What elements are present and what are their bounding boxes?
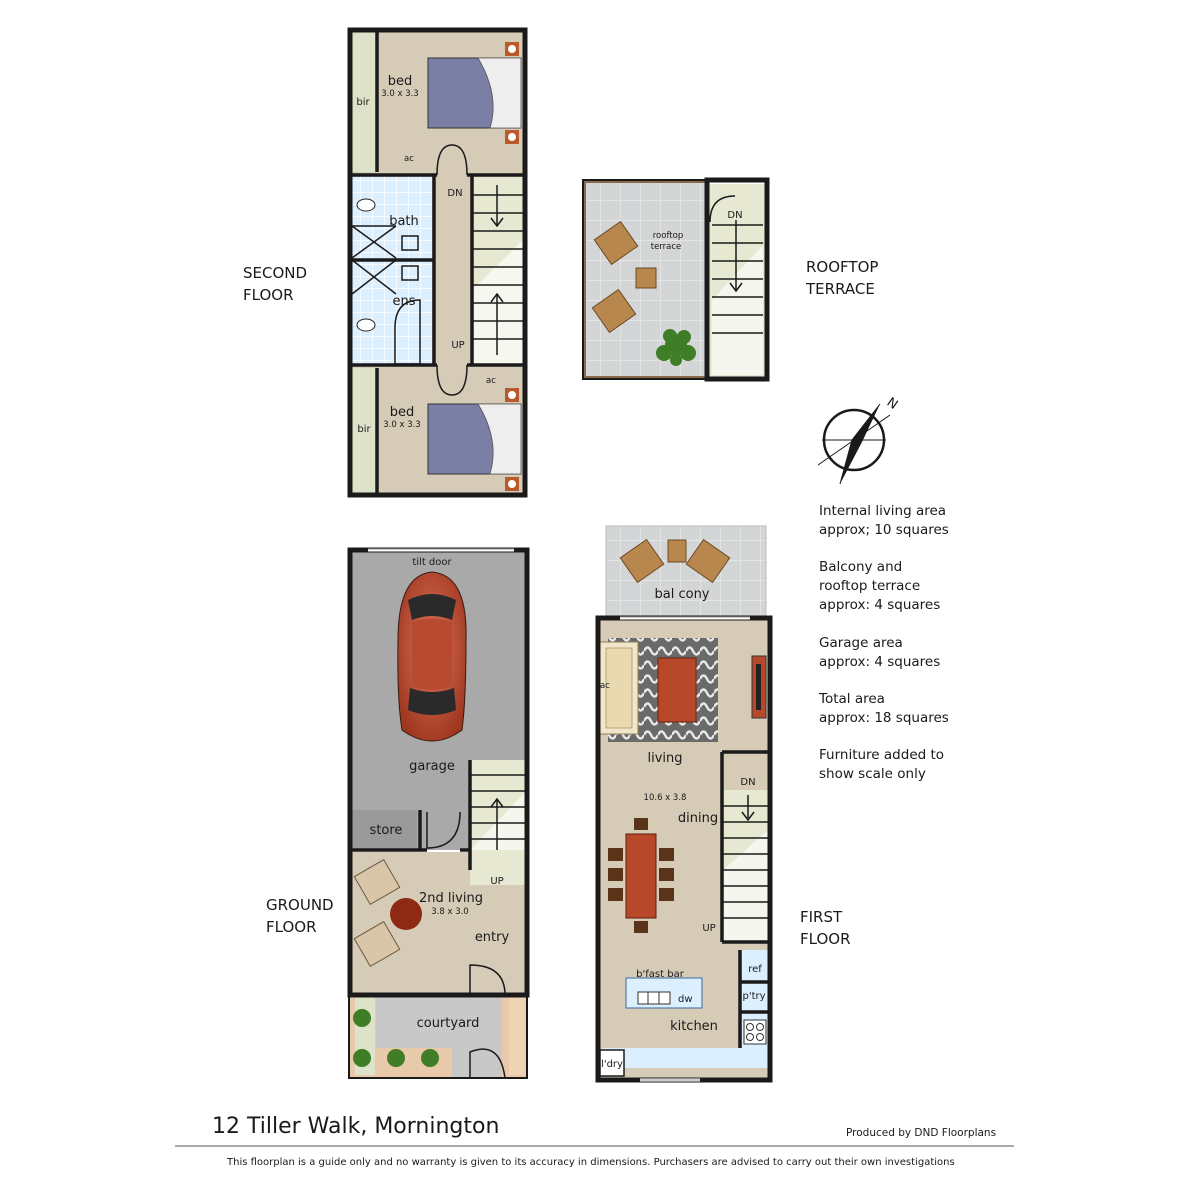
- area-internal-line2: approx; 10 squares: [819, 522, 949, 538]
- area-balcony-line3: approx: 4 squares: [819, 597, 941, 613]
- bir-bottom-label: bir: [357, 424, 371, 435]
- ac-bottom-label: ac: [486, 376, 496, 386]
- compass-north-label: N: [883, 394, 901, 413]
- dw-label: dw: [678, 994, 693, 1005]
- car-furniture: [398, 572, 466, 741]
- area-internal-line1: Internal living area: [819, 503, 947, 519]
- bath-label: bath: [389, 214, 419, 229]
- ac-top-label: ac: [404, 154, 414, 164]
- courtyard-label: courtyard: [416, 1016, 480, 1031]
- ptry-label: p'try: [742, 991, 766, 1002]
- balcony-label: bal cony: [654, 587, 710, 602]
- area-garage-line2: approx: 4 squares: [819, 654, 941, 670]
- living-dimensions: 10.6 x 3.8: [643, 793, 687, 803]
- store-label: store: [369, 823, 403, 838]
- area-balcony-line1: Balcony and: [819, 559, 903, 575]
- bfast-bar-label: b'fast bar: [636, 969, 684, 980]
- second-floor-title-1: SECOND: [243, 264, 308, 282]
- bir-top-label: bir: [356, 97, 370, 108]
- second-living-dimensions: 3.8 x 3.0: [431, 907, 469, 917]
- area-total-line2: approx: 18 squares: [819, 710, 949, 726]
- area-balcony-line2: rooftop terrace: [819, 578, 921, 594]
- ref-label: ref: [748, 964, 762, 975]
- ldry-label: l'dry: [601, 1059, 623, 1070]
- second-floor-plan: [350, 30, 525, 495]
- living-label: living: [647, 751, 683, 766]
- ground-up-label: UP: [490, 876, 504, 887]
- ground-floor-title-2: FLOOR: [266, 918, 317, 936]
- bed-bottom-dimensions: 3.0 x 3.3: [383, 420, 421, 430]
- rooftop-dn-label: DN: [727, 210, 743, 221]
- furniture-note-line2: show scale only: [819, 766, 926, 782]
- area-garage-line1: Garage area: [819, 635, 903, 651]
- kitchen-label: kitchen: [670, 1019, 718, 1034]
- area-total-line1: Total area: [819, 691, 885, 707]
- second-up-label: UP: [451, 340, 465, 351]
- second-living-label: 2nd living: [419, 891, 483, 906]
- first-floor-plan: [598, 526, 770, 1080]
- ens-label: ens: [392, 294, 416, 309]
- second-dn-label: DN: [447, 188, 463, 199]
- compass-rose: [818, 395, 900, 484]
- first-floor-title-1: FIRST: [800, 908, 843, 926]
- ground-floor-plan: [349, 549, 527, 1078]
- rooftop-title-2: TERRACE: [806, 280, 875, 298]
- rooftop-room-label-1: rooftop: [652, 231, 684, 241]
- bed-bottom-label: bed: [389, 405, 415, 420]
- bed-top-dimensions: 3.0 x 3.3: [381, 89, 419, 99]
- area-summary: [818, 503, 949, 782]
- disclaimer-text: This floorplan is a guide only and no warranty is given to its accuracy in dimensions. Purchasers are advised to carry out their own investigations: [227, 1157, 955, 1168]
- entry-label: entry: [474, 930, 510, 945]
- rooftop-terrace-plan: [583, 180, 767, 379]
- rooftop-title-1: ROOFTOP: [806, 258, 879, 276]
- rooftop-room-label-2: terrace: [650, 242, 682, 252]
- first-ac-label: ac: [600, 681, 610, 691]
- first-up-label: UP: [702, 923, 716, 934]
- garage-label: garage: [409, 759, 455, 774]
- first-dn-label: DN: [740, 777, 756, 788]
- second-floor-title-2: FLOOR: [243, 286, 294, 304]
- first-floor-title-2: FLOOR: [800, 930, 851, 948]
- dining-label: dining: [677, 811, 719, 826]
- produced-by-label: Produced by DND Floorplans: [846, 1127, 997, 1139]
- bed-top-label: bed: [387, 74, 413, 89]
- property-address-title: 12 Tiller Walk, Mornington: [212, 1114, 500, 1139]
- ground-floor-title-1: GROUND: [266, 896, 334, 914]
- tilt-door-label: tilt door: [412, 557, 452, 568]
- furniture-note-line1: Furniture added to: [819, 747, 945, 763]
